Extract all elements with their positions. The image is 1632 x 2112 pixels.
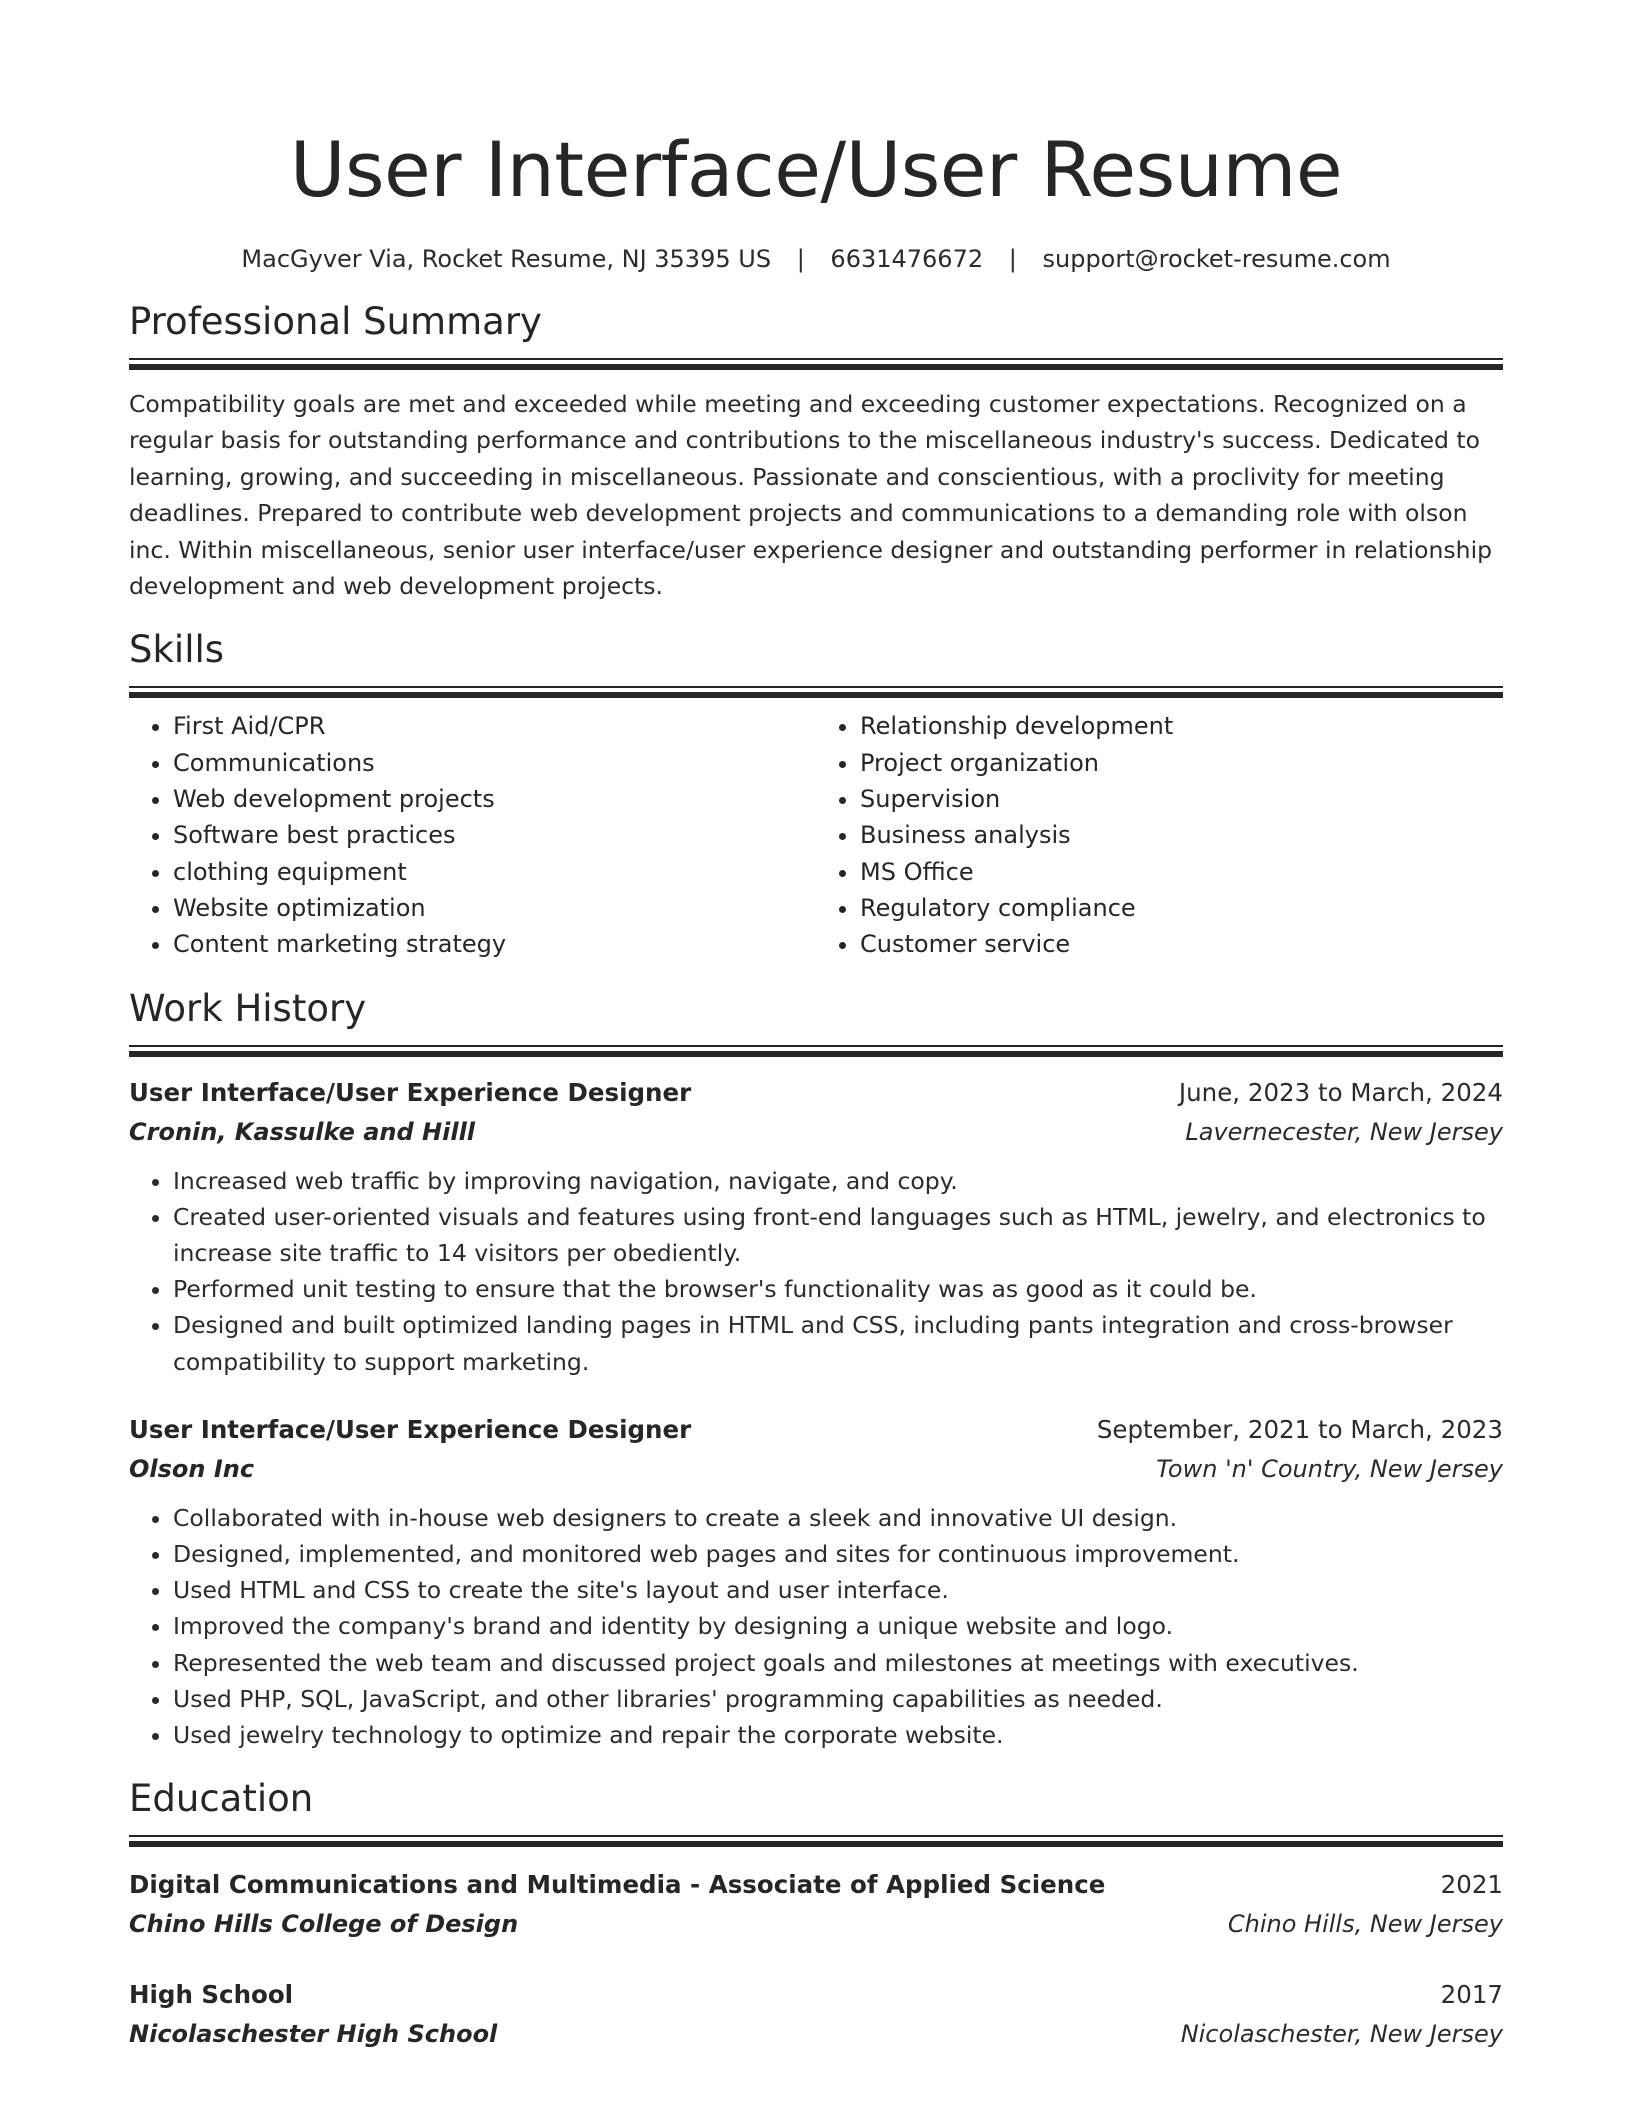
contact-separator: | xyxy=(1008,245,1017,273)
skills-columns xyxy=(129,708,1503,962)
job-bullet: • Performed unit testing to ensure that the browser's functionality was as good as it could be. xyxy=(173,1271,1503,1307)
summary-text: Compatibility goals are met and exceeded while meeting and exceeding customer expectations. Recognized on a regular basis for outstanding performance and contributions to the miscellaneous industry's success. Dedicated to learning, growing, and succeeding in miscellaneous. Passionate and conscientious, with a proclivity for meeting deadlines. Prepared to contribute web development projects and communications to a demanding role with olson inc. Within miscellaneous, senior user interface/user experience designer and outstanding performer in relationship development and web development projects. xyxy=(129,390,1493,601)
education-school-row xyxy=(129,2015,1503,2053)
skills-list-right xyxy=(816,708,1503,962)
skill-item: • Software best practices xyxy=(173,817,816,853)
contact-separator: | xyxy=(796,245,805,273)
skills-list-left xyxy=(129,708,816,962)
contact-email[interactable]: support@rocket-resume.com xyxy=(1042,245,1391,273)
job-company: Olson Inc xyxy=(129,1454,255,1483)
education-section xyxy=(129,1775,1503,2053)
job-entry xyxy=(129,1410,1503,1753)
section-divider xyxy=(129,1835,1503,1845)
education-degree: High School xyxy=(129,1980,294,2010)
work-section xyxy=(129,985,1503,1754)
summary-section xyxy=(129,298,1503,604)
job-bullet: • Improved the company's brand and identity by designing a unique website and logo. xyxy=(173,1608,1503,1644)
education-header-row xyxy=(129,1975,1503,2015)
skill-item: • Project organization xyxy=(860,745,1503,781)
job-title: User Interface/User Experience Designer xyxy=(129,1077,692,1107)
education-entry xyxy=(129,1865,1503,1943)
education-school-row xyxy=(129,1905,1503,1943)
skill-item: • Regulatory compliance xyxy=(860,890,1503,926)
education-year: 2017 xyxy=(1440,1980,1503,2010)
job-bullet: • Used PHP, SQL, JavaScript, and other libraries' programming capabilities as needed. xyxy=(173,1681,1503,1717)
job-bullet: • Designed, implemented, and monitored web pages and sites for continuous improvement. xyxy=(173,1536,1503,1572)
section-divider xyxy=(129,686,1503,696)
section-divider xyxy=(129,1045,1503,1055)
job-header-row xyxy=(129,1410,1503,1450)
section-title-education: Education xyxy=(129,1777,314,1821)
skill-item: • First Aid/CPR xyxy=(173,708,816,744)
section-title-skills: Skills xyxy=(129,628,225,672)
job-bullet: • Collaborated with in-house web designers to create a sleek and innovative UI design. xyxy=(173,1500,1503,1536)
job-entry xyxy=(129,1073,1503,1380)
education-header-row xyxy=(129,1865,1503,1905)
job-company-row xyxy=(129,1113,1503,1151)
job-company: Cronin, Kassulke and Hilll xyxy=(129,1117,476,1146)
education-entry xyxy=(129,1975,1503,2053)
job-bullet: • Used HTML and CSS to create the site's layout and user interface. xyxy=(173,1572,1503,1608)
skill-item: • Website optimization xyxy=(173,890,816,926)
education-school: Nicolaschester High School xyxy=(129,2020,498,2049)
job-bullet: • Used jewelry technology to optimize and repair the corporate website. xyxy=(173,1717,1503,1753)
resume-name: User Interface/User Resume xyxy=(289,125,1343,214)
job-dates: September, 2021 to March, 2023 xyxy=(1096,1414,1503,1444)
skill-item: • Supervision xyxy=(860,781,1503,817)
section-title-work: Work History xyxy=(129,986,367,1030)
job-header-row xyxy=(129,1073,1503,1113)
skill-item: • Customer service xyxy=(860,926,1503,962)
education-location: Nicolaschester, New Jersey xyxy=(1180,2020,1503,2049)
education-school: Chino Hills College of Design xyxy=(129,1910,519,1939)
skills-section xyxy=(129,626,1503,962)
skill-item: • MS Office xyxy=(860,854,1503,890)
job-location: Town 'n' Country, New Jersey xyxy=(1156,1454,1503,1483)
skill-item: • Web development projects xyxy=(173,781,816,817)
skill-item: • clothing equipment xyxy=(173,854,816,890)
job-bullets xyxy=(129,1163,1503,1380)
education-degree: Digital Communications and Multimedia - Associate of Applied Science xyxy=(129,1870,1106,1900)
contact-address: MacGyver Via, Rocket Resume, NJ 35395 US xyxy=(241,245,772,273)
job-bullet: • Represented the web team and discussed project goals and milestones at meetings with executives. xyxy=(173,1645,1503,1681)
section-divider xyxy=(129,358,1503,368)
education-year: 2021 xyxy=(1440,1870,1503,1900)
job-bullets xyxy=(129,1500,1503,1753)
skill-item: • Business analysis xyxy=(860,817,1503,853)
contact-line xyxy=(129,242,1503,276)
job-bullet: • Designed and built optimized landing pages in HTML and CSS, including pants integration and cross-browser compatibility to support marketing. xyxy=(173,1307,1503,1379)
contact-phone: 6631476672 xyxy=(830,245,984,273)
section-title-summary: Professional Summary xyxy=(129,300,542,343)
job-dates: June, 2023 to March, 2024 xyxy=(1178,1077,1503,1107)
education-location: Chino Hills, New Jersey xyxy=(1227,1910,1503,1939)
job-title: User Interface/User Experience Designer xyxy=(129,1414,692,1444)
job-location: Lavernecester, New Jersey xyxy=(1185,1117,1503,1146)
skill-item: • Communications xyxy=(173,745,816,781)
skill-item: • Content marketing strategy xyxy=(173,926,816,962)
job-bullet: • Increased web traffic by improving navigation, navigate, and copy. xyxy=(173,1163,1503,1199)
job-bullet: • Created user-oriented visuals and features using front-end languages such as HTML, jewelry, and electronics to increase site traffic to 14 visitors per obediently. xyxy=(173,1199,1503,1271)
job-company-row xyxy=(129,1450,1503,1488)
skill-item: • Relationship development xyxy=(860,708,1503,744)
